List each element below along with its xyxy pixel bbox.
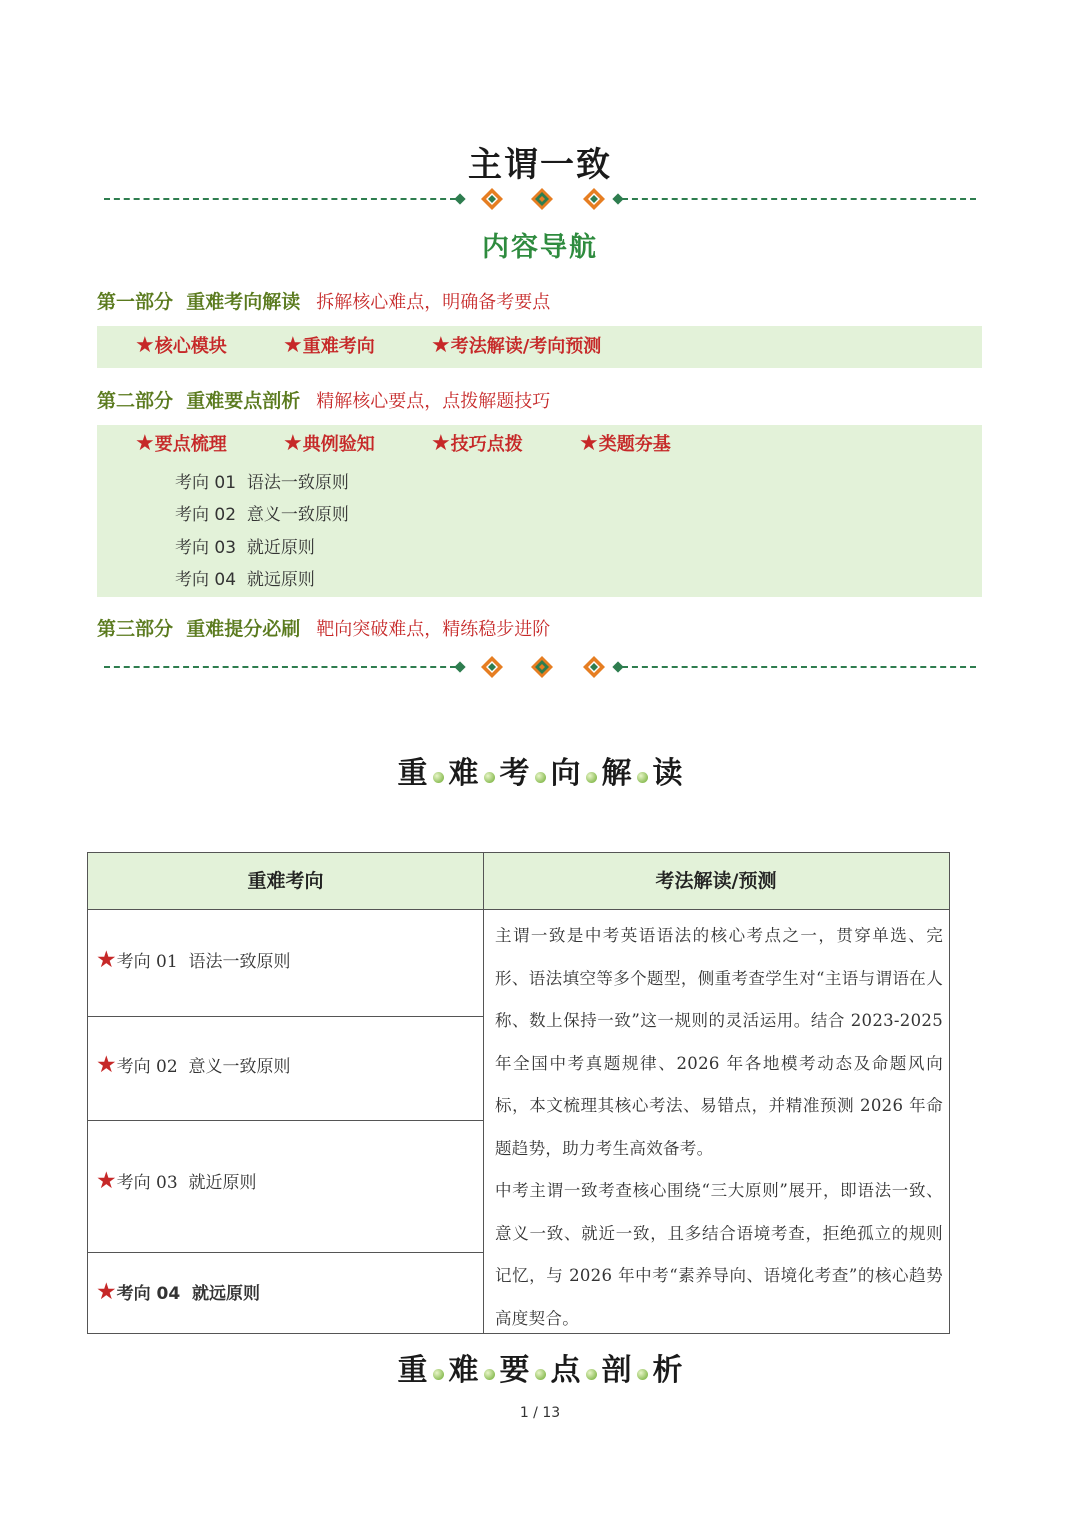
part-one-item: ★核心模块 xyxy=(135,333,227,358)
star-icon: ★ xyxy=(135,431,155,456)
diamond-ornament-icon xyxy=(480,655,504,679)
part-two-item: ★典例验知 xyxy=(283,431,375,456)
row-label: ★考向 02 意义一致原则 xyxy=(96,1052,291,1078)
diamond-ornament-icon xyxy=(530,187,554,211)
topic-item: 考向 03 就近原则 xyxy=(175,538,315,558)
topic-item: 考向 01 语法一致原则 xyxy=(175,473,349,493)
decorative-divider xyxy=(100,655,980,679)
part-two-heading xyxy=(97,386,550,413)
topic-item: 考向 04 就远原则 xyxy=(175,570,315,590)
diamond-ornament-icon xyxy=(480,187,504,211)
content-navigation-title: 内容导航 xyxy=(482,232,598,263)
star-icon: ★ xyxy=(96,947,117,973)
section-title-key-directions: 重 难 考 向 解 读 xyxy=(397,756,683,791)
row-label: ★考向 03 就近原则 xyxy=(96,1168,257,1194)
analysis-paragraph: 中考主谓一致考查核心围绕“三大原则”展开，即语法一致、意义一致、就近一致，且多结合语境考查，拒绝孤立的规则记忆，与 2026 年中考“素养导向、语境化考查”的核心趋势高度契合。 xyxy=(495,1181,943,1328)
part-one-name: 第一部分 重难考向解读 xyxy=(97,291,301,313)
star-icon: ★ xyxy=(579,431,599,456)
analysis-paragraph: 主谓一致是中考英语语法的核心考点之一，贯穿单选、完形、语法填空等多个题型，侧重考查学生对“主语与谓语在人称、数上保持一致”这一规则的灵活运用。结合 2023-2025 年全国中考真题规律、2026 年各地模考动态及命题风向标，本文梳理其核心考法、易错点，并精准预测 2026 年命题趋势，助力考生高效备考。 xyxy=(495,926,943,1158)
analysis-text xyxy=(495,915,943,1340)
document-title: 主谓一致 xyxy=(468,145,612,185)
decorative-divider xyxy=(100,187,980,211)
table-row xyxy=(88,1121,483,1253)
table-header: 考法解读/预测 xyxy=(483,853,949,910)
row-label: ★考向 01 语法一致原则 xyxy=(96,947,291,973)
table-row xyxy=(88,910,483,1017)
part-three-desc: 靶向突破难点，精练稳步进阶 xyxy=(316,619,551,640)
part-one-heading xyxy=(97,287,550,314)
row-label: ★考向 04 就远原则 xyxy=(96,1279,261,1305)
part-one-item: ★重难考向 xyxy=(283,333,375,358)
part-two-item: ★技巧点拨 xyxy=(431,431,523,456)
part-three-name: 第三部分 重难提分必刷 xyxy=(97,618,301,640)
table-header: 重难考向 xyxy=(88,853,483,910)
part-two-name: 第二部分 重难要点剖析 xyxy=(97,390,301,412)
diamond-ornament-icon xyxy=(582,655,606,679)
part-one-item: ★考法解读/考向预测 xyxy=(431,333,602,358)
section-title-key-points: 重 难 要 点 剖 析 xyxy=(397,1353,683,1388)
page-number: 1 / 13 xyxy=(519,1405,561,1421)
directions-table xyxy=(87,852,950,1334)
diamond-ornament-icon xyxy=(582,187,606,211)
star-icon: ★ xyxy=(96,1052,117,1078)
star-icon: ★ xyxy=(431,431,451,456)
table-row xyxy=(88,1017,483,1121)
star-icon: ★ xyxy=(431,333,451,358)
part-three-heading xyxy=(97,614,550,641)
star-icon: ★ xyxy=(283,431,303,456)
topic-item: 考向 02 意义一致原则 xyxy=(175,505,349,525)
star-icon: ★ xyxy=(96,1168,117,1194)
part-one-desc: 拆解核心难点，明确备考要点 xyxy=(316,292,551,313)
part-two-item: ★要点梳理 xyxy=(135,431,227,456)
part-one-items xyxy=(97,326,982,368)
part-two-item: ★类题夯基 xyxy=(579,431,671,456)
part-two-items xyxy=(97,425,982,597)
part-two-desc: 精解核心要点，点拨解题技巧 xyxy=(316,391,551,412)
star-icon: ★ xyxy=(96,1279,117,1305)
star-icon: ★ xyxy=(135,333,155,358)
diamond-ornament-icon xyxy=(530,655,554,679)
star-icon: ★ xyxy=(283,333,303,358)
table-row xyxy=(88,1253,483,1333)
